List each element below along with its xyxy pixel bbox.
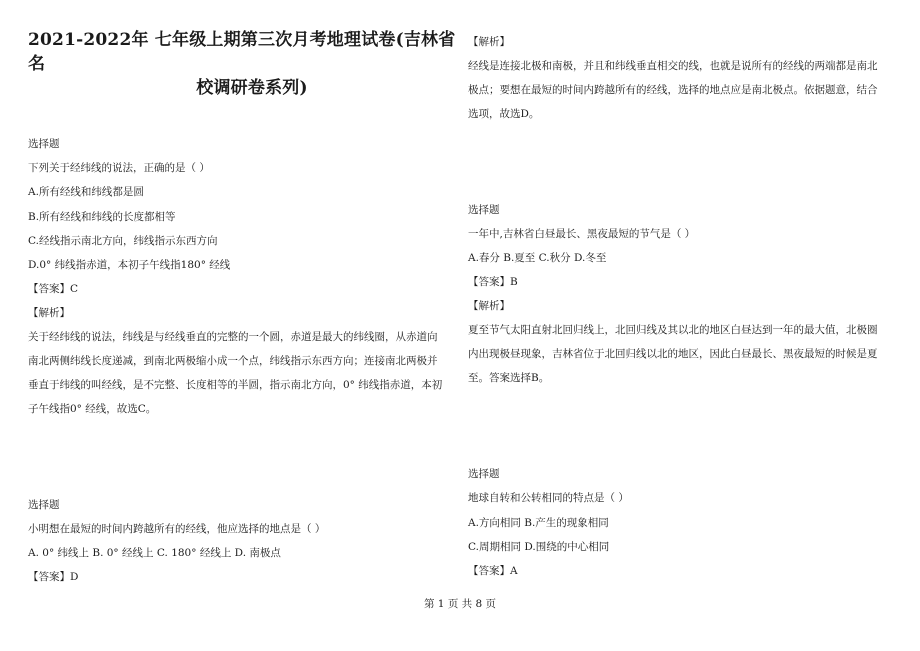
q2-answer: 【答案】D [28, 571, 79, 583]
q1-option-a: A.所有经线和纬线都是圆 [28, 186, 144, 198]
q4-option-ab: A.方向相同 B.产生的现象相同 [468, 517, 609, 529]
q2-options: A. 0° 纬线上 B. 0° 经线上 C. 180° 经线上 D. 南极点 [28, 547, 281, 559]
page-footer: 第 1 页 共 8 页 [423, 598, 497, 610]
q4-stem: 地球自转和公转相同的特点是（ ） [468, 492, 629, 504]
q4-type: 选择题 [468, 468, 500, 480]
q1-analysis-line-3: 垂直于纬线的叫经线，是不完整、长度相等的半圆，指示南北方向，0° 纬线指赤道，本初 [28, 379, 443, 391]
q3-options: A.春分 B.夏至 C.秋分 D.冬至 [468, 252, 607, 264]
q2-stem: 小明想在最短的时间内跨越所有的经线，他应选择的地点是（ ） [28, 523, 326, 535]
q3-stem: 一年中,吉林省白昼最长、黑夜最短的节气是（ ） [468, 228, 696, 240]
title-line-2: 校调研卷系列) [196, 78, 308, 98]
q1-analysis-line-2: 南北两侧纬线长度递减，到南北两极缩小成一个点，纬线指示东西方向；连接南北两极并 [28, 355, 438, 367]
q3-analysis-line-1: 夏至节气太阳直射北回归线上，北回归线及其以北的地区白昼达到一年的最大值，北极圈 [468, 324, 878, 336]
page-title [28, 28, 456, 100]
q3-type: 选择题 [468, 204, 500, 216]
q1-stem: 下列关于经纬线的说法，正确的是（ ） [28, 162, 210, 174]
q1-answer: 【答案】C [28, 283, 79, 295]
q1-analysis-line-4: 子午线指0° 经线，故选C。 [28, 403, 157, 415]
q4-answer: 【答案】A [468, 565, 518, 577]
title-line-1: 2021-2022年 七年级上期第三次月考地理试卷(吉林省名 [28, 30, 456, 74]
q3-analysis-line-3: 至。答案选择B。 [468, 372, 550, 384]
q1-option-b: B.所有经线和纬线的长度都相等 [28, 211, 176, 223]
q1-option-c: C.经线指示南北方向，纬线指示东西方向 [28, 235, 218, 247]
q2-analysis-line-3: 选项，故选D。 [468, 108, 540, 120]
q3-analysis-label: 【解析】 [468, 300, 510, 312]
q1-type: 选择题 [28, 138, 60, 150]
q2-analysis-line-2: 极点；要想在最短的时间内跨越所有的经线，选择的地点应是南北极点。依据题意，结合 [468, 84, 878, 96]
q1-option-d: D.0° 纬线指赤道，本初子午线指180° 经线 [28, 259, 231, 271]
q1-analysis-label: 【解析】 [28, 307, 70, 319]
q3-analysis-line-2: 内出现极昼现象，吉林省位于北回归线以北的地区，因此白昼最长、黑夜最短的时候是夏 [468, 348, 878, 360]
q1-analysis-line-1: 关于经纬线的说法，纬线是与经线垂直的完整的一个圆，赤道是最大的纬线圈，从赤道向 [28, 331, 438, 343]
q2-analysis-label: 【解析】 [468, 36, 510, 48]
q2-analysis-line-1: 经线是连接北极和南极，并且和纬线垂直相交的线，也就是说所有的经线的两端都是南北 [468, 60, 878, 72]
q4-option-cd: C.周期相同 D.围绕的中心相同 [468, 541, 610, 553]
q2-type: 选择题 [28, 499, 60, 511]
q3-answer: 【答案】B [468, 276, 518, 288]
